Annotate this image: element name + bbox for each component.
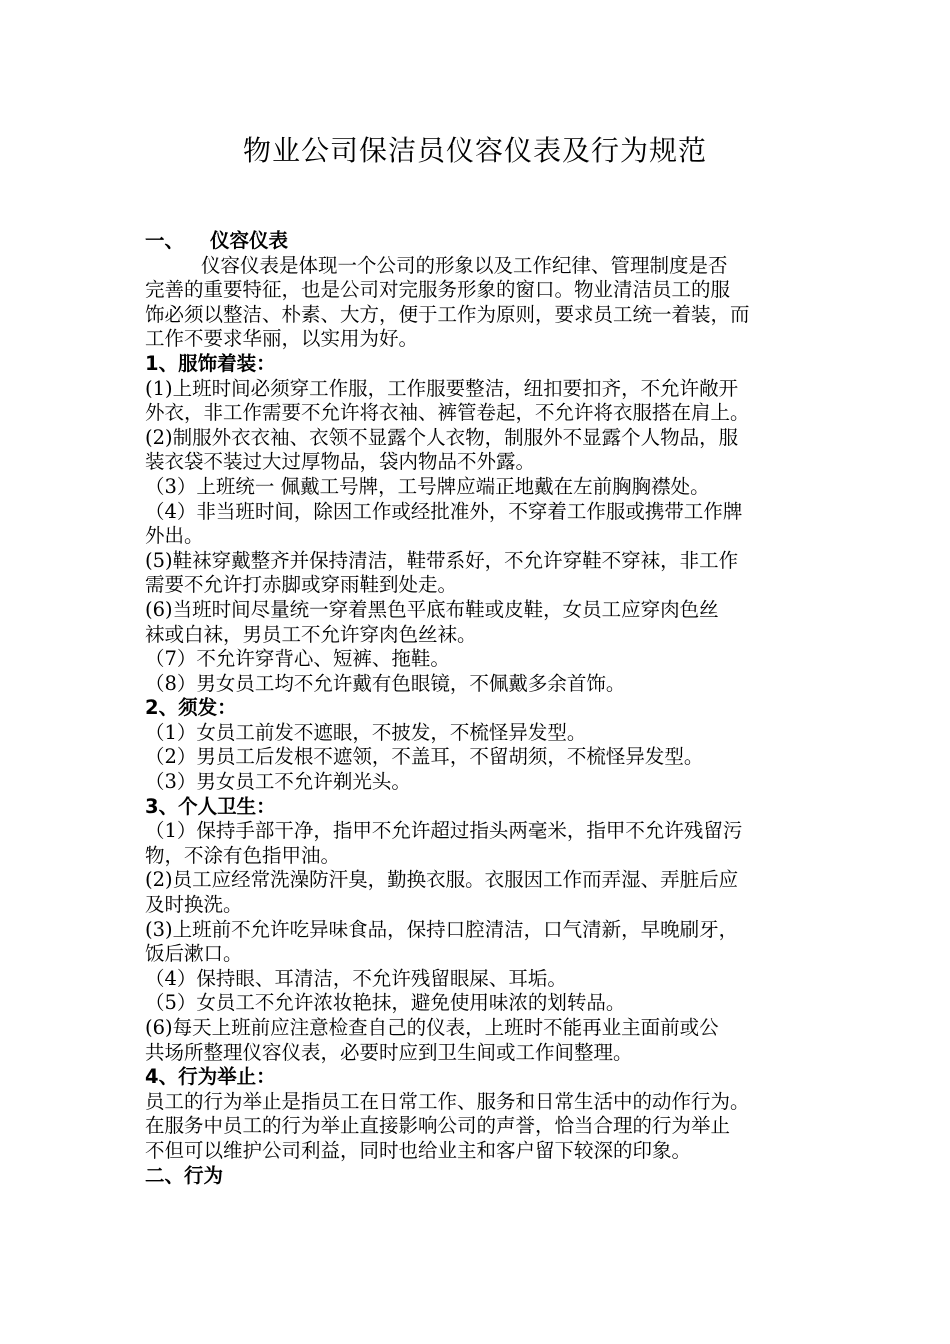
section-1-title: 仪容仪表 (210, 229, 289, 252)
document-title: 物业公司保洁员仪容仪表及行为规范 (242, 134, 707, 167)
hygiene-line: （4）保持眼、耳清洁，不允许残留眼屎、耳垢。 (145, 966, 567, 990)
hygiene-line: 物，不涂有色指甲油。 (145, 843, 341, 867)
hygiene-line: (2)员工应经常洗澡防汗臭，勤换衣服。衣服因工作而弄湿、弄脏后应 (145, 868, 739, 892)
hair-line: （2）男员工后发根不遮领，不盖耳，不留胡须，不梳怪异发型。 (145, 745, 704, 769)
section-2-heading: 二、行为 (145, 1163, 224, 1187)
hair-line: （3）男女员工不允许剃光头。 (145, 770, 411, 794)
clothing-line: 外出。 (145, 524, 204, 548)
intro-line: 仪容仪表是体现一个公司的形象以及工作纪律、管理制度是否 (201, 253, 728, 277)
hygiene-line: 共场所整理仪容仪表，必要时应到卫生间或工作间整理。 (145, 1040, 633, 1064)
subsection-hair-heading: 2、须发： (145, 696, 237, 720)
intro-line: 工作不要求华丽，以实用为好。 (145, 327, 419, 351)
clothing-line: (6)当班时间尽量统一穿着黑色平底布鞋或皮鞋，女员工应穿肉色丝 (145, 597, 719, 621)
hygiene-line: （1）保持手部干净，指甲不允许超过指头两毫米，指甲不允许残留污 (145, 819, 743, 843)
behavior-line: 员工的行为举止是指员工在日常工作、服务和日常生活中的动作行为。 (145, 1089, 750, 1113)
section-1-number: 一、 (145, 229, 185, 252)
clothing-line: (1)上班时间必须穿工作服，工作服要整洁，纽扣要扣齐，不允许敞开 (145, 376, 739, 400)
hygiene-line: (3)上班前不允许吃异味食品，保持口腔清洁，口气清新，早晚刷牙， (145, 917, 739, 941)
hygiene-line: 及时换洗。 (145, 893, 243, 917)
section-1-heading (145, 229, 815, 254)
subsection-clothing-heading: 1、服饰着装： (145, 351, 276, 375)
hair-line: （1）女员工前发不遮眼，不披发，不梳怪异发型。 (145, 720, 587, 744)
subsection-hygiene-heading: 3、个人卫生： (145, 794, 276, 818)
hygiene-line: (6)每天上班前应注意检查自己的仪表，上班时不能再业主面前或公 (145, 1016, 719, 1039)
intro-line: 饰必须以整洁、朴素、大方，便于工作为原则，要求员工统一着装，而 (145, 302, 750, 326)
subsection-behavior-heading: 4、行为举止： (145, 1065, 276, 1089)
clothing-line: （7）不允许穿背心、短裤、拖鞋。 (145, 647, 450, 671)
clothing-line: 装衣袋不装过大过厚物品，袋内物品不外露。 (145, 450, 536, 474)
document-body (145, 229, 815, 1188)
clothing-line: 需要不允许打赤脚或穿雨鞋到处走。 (145, 573, 458, 597)
clothing-line: (5)鞋袜穿戴整齐并保持清洁，鞋带系好，不允许穿鞋不穿袜，非工作 (145, 548, 739, 572)
clothing-line: （4）非当班时间，除因工作或经批准外，不穿着工作服或携带工作牌 (145, 499, 743, 523)
clothing-line: 袜或白袜，男员工不允许穿肉色丝袜。 (145, 622, 477, 646)
hygiene-line: 饭后漱口。 (145, 942, 243, 966)
behavior-line: 在服务中员工的行为举止直接影响公司的声誉，恰当合理的行为举止 (145, 1114, 731, 1138)
intro-line: 完善的重要特征，也是公司对完服务形象的窗口。物业清洁员工的服 (145, 278, 731, 302)
hygiene-line: （5）女员工不允许浓妆艳抹，避免使用味浓的划转品。 (145, 991, 626, 1015)
clothing-line: （3）上班统一 佩戴工号牌，工号牌应端正地戴在左前胸胸襟处。 (145, 474, 710, 498)
behavior-line: 不但可以维护公司利益，同时也给业主和客户留下较深的印象。 (145, 1138, 692, 1162)
clothing-line: (2)制服外衣衣袖、衣领不显露个人衣物，制服外不显露个人物品，服 (145, 425, 739, 449)
clothing-line: （8）男女员工均不允许戴有色眼镜，不佩戴多余首饰。 (145, 671, 626, 695)
clothing-line: 外衣，非工作需要不允许将衣袖、裤管卷起，不允许将衣服搭在肩上。 (145, 401, 750, 425)
